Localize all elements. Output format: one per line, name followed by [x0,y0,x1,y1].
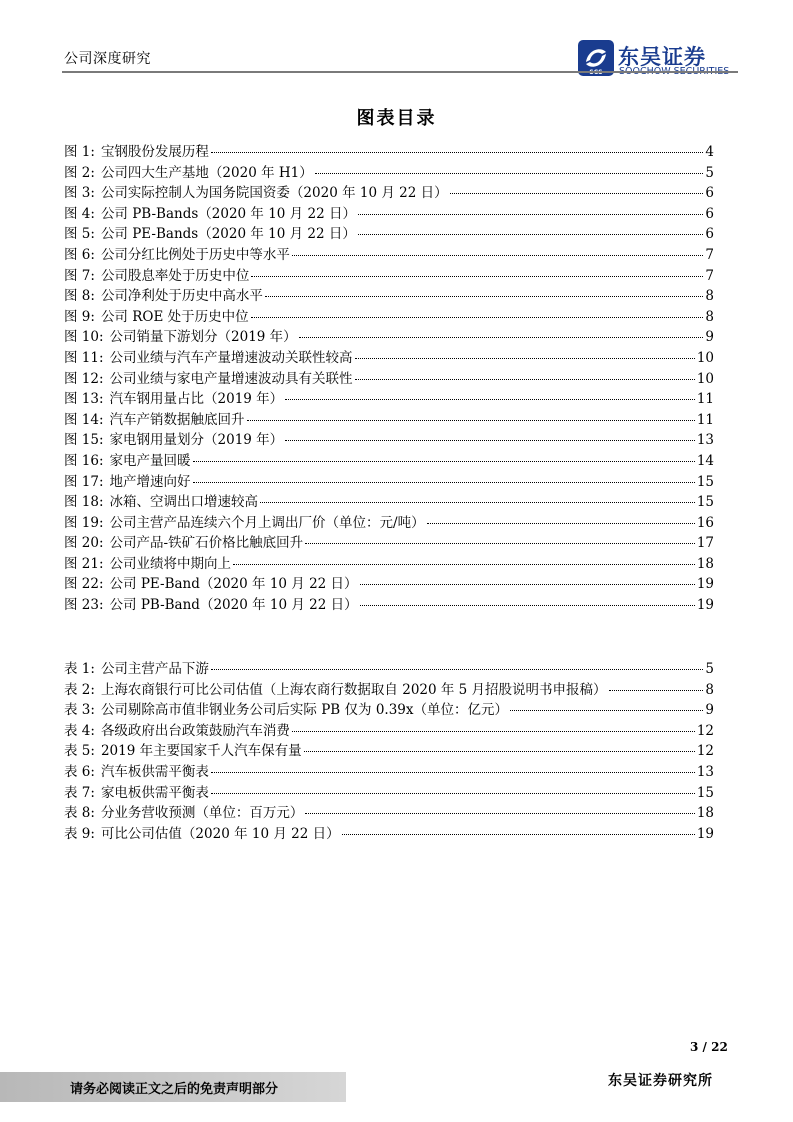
figure-caption: 公司实际控制人为国务院国资委（2020 年 10 月 22 日） [100,185,448,202]
header-section-label: 公司深度研究 [64,51,151,67]
figure-number: 图 7: [64,267,95,284]
figure-entry[interactable] [64,284,714,305]
figure-number: 图 19: [64,514,104,531]
figure-entry[interactable] [64,511,714,532]
dot-leader [450,193,704,194]
table-entry[interactable] [64,698,714,719]
dot-leader [355,379,695,380]
figure-page-number: 13 [696,432,714,449]
figure-page-number: 6 [705,205,714,222]
dot-leader [358,214,703,215]
dot-leader [342,834,695,835]
figure-caption: 宝钢股份发展历程 [100,144,209,160]
figure-entry[interactable] [64,572,714,593]
table-number: 表 2: [64,681,95,698]
figure-page-number: 15 [696,494,714,511]
figure-caption: 公司业绩与家电产量增速波动具有关联性 [109,370,353,387]
table-number: 表 4: [64,722,95,739]
table-page-number: 8 [705,681,714,698]
table-caption: 分业务营收预测（单位：百万元） [100,805,304,822]
figure-entry[interactable] [64,408,714,429]
dot-leader [247,420,695,421]
figure-caption: 公司业绩将中期向上 [109,555,232,572]
dot-leader [251,317,704,318]
figure-entry[interactable] [64,264,714,285]
dot-leader [285,440,695,441]
figure-page-number: 4 [705,144,714,160]
figure-page-number: 10 [696,349,714,366]
figure-number: 图 22: [64,576,104,593]
figure-page-number: 19 [696,597,714,614]
brand-logo [578,40,748,80]
figure-entry[interactable] [64,222,714,243]
dot-leader [292,731,695,732]
dot-leader [358,234,704,235]
figure-number: 图 9: [64,308,95,325]
dot-leader [304,751,695,752]
figure-page-number: 15 [696,473,714,490]
figure-number: 图 2: [64,164,95,181]
figure-number: 图 3: [64,185,95,202]
table-page-number: 12 [696,722,714,739]
table-entry[interactable] [64,678,714,699]
figure-page-number: 6 [705,185,714,202]
figure-number: 图 10: [64,329,104,346]
figure-number: 图 5: [64,226,95,243]
figure-caption: 公司分红比例处于历史中等水平 [100,246,290,263]
table-page-number: 12 [696,743,714,760]
table-caption: 各级政府出台政策鼓励汽车消费 [100,722,290,739]
footer-disclaimer: 请务必阅读正文之后的免责声明部分 [70,1082,279,1097]
table-caption: 汽车板供需平衡表 [100,763,209,780]
figure-entry[interactable] [64,367,714,388]
dot-leader [233,564,695,565]
figure-number: 图 8: [64,288,95,305]
dot-leader [193,461,695,462]
table-number: 表 3: [64,702,95,719]
table-page-number: 19 [696,825,714,842]
table-number: 表 6: [64,763,95,780]
table-page-number: 18 [696,805,714,822]
table-caption: 公司主营产品下游 [100,661,209,677]
figure-caption: 家电钢用量划分（2019 年） [109,432,284,449]
figure-page-number: 6 [705,226,714,243]
figure-entry[interactable] [64,531,714,552]
figure-page-number: 10 [696,370,714,387]
figure-caption: 公司 PB-Bands（2020 年 10 月 22 日） [100,205,356,222]
figure-caption: 公司 ROE 处于历史中位 [100,308,249,325]
figure-page-number: 7 [705,267,714,284]
dot-leader [285,399,695,400]
figure-caption: 公司主营产品连续六个月上调出厂价（单位：元/吨） [109,514,425,531]
dot-leader [193,482,695,483]
table-caption: 2019 年主要国家千人汽车保有量 [100,743,302,760]
table-number: 表 9: [64,825,95,842]
dot-leader [211,793,695,794]
table-caption: 家电板供需平衡表 [100,784,209,801]
figure-entry[interactable] [64,387,714,408]
figure-number: 图 23: [64,597,104,614]
figure-caption: 公司四大生产基地（2020 年 H1） [100,164,313,181]
dot-leader [211,152,703,153]
figure-list [64,140,714,614]
dot-leader [265,296,703,297]
table-page-number: 9 [705,702,714,719]
figure-entry[interactable] [64,305,714,326]
figure-number: 图 21: [64,555,104,572]
dot-leader [360,605,695,606]
figure-page-number: 16 [696,514,714,531]
table-entry[interactable] [64,760,714,781]
table-page-number: 5 [705,661,714,677]
page-number: 3 / 22 [690,1040,728,1054]
table-page-number: 15 [696,784,714,801]
table-caption: 上海农商银行可比公司估值（上海农商行数据取自 2020 年 5 月招股说明书申报稿） [100,681,607,698]
dot-leader [305,813,694,814]
dot-leader [211,669,703,670]
figure-entry[interactable] [64,181,714,202]
figure-entry[interactable] [64,243,714,264]
figure-entry[interactable] [64,140,714,161]
figure-entry[interactable] [64,470,714,491]
figure-entry[interactable] [64,449,714,470]
figure-entry[interactable] [64,202,714,223]
figure-page-number: 14 [696,452,714,469]
dot-leader [251,276,703,277]
figure-caption: 汽车产销数据触底回升 [109,411,245,428]
footer-organization: 东吴证券研究所 [608,1073,713,1089]
figure-caption: 公司 PB-Band（2020 年 10 月 22 日） [109,597,358,614]
dot-leader [305,543,695,544]
figure-number: 图 6: [64,246,95,263]
figure-page-number: 17 [696,535,714,552]
page-title: 图表目录 [356,108,437,129]
dot-leader [510,710,703,711]
dot-leader [427,523,695,524]
dot-leader [299,337,704,338]
figure-caption: 公司业绩与汽车产量增速波动关联性较高 [109,349,353,366]
dot-leader [211,772,695,773]
figure-page-number: 18 [696,555,714,572]
figure-number: 图 18: [64,494,104,511]
figure-caption: 汽车钢用量占比（2019 年） [109,391,284,408]
figure-page-number: 11 [696,391,714,408]
figure-page-number: 19 [696,576,714,593]
figure-caption: 地产增速向好 [109,473,191,490]
footer-bar [0,1072,346,1102]
table-entry[interactable] [64,822,714,843]
header-divider [62,71,738,73]
table-entry[interactable] [64,719,714,740]
table-number: 表 1: [64,661,95,677]
figure-caption: 冰箱、空调出口增速较高 [109,494,259,511]
dot-leader [355,358,695,359]
figure-caption: 公司股息率处于历史中位 [100,267,250,284]
figure-number: 图 11: [64,349,104,366]
dot-leader [292,255,703,256]
figure-number: 图 4: [64,205,95,222]
figure-caption: 公司 PE-Bands（2020 年 10 月 22 日） [100,226,356,243]
table-page-number: 13 [696,763,714,780]
figure-entry[interactable] [64,552,714,573]
brand-name-cn: 东吴证券 [618,45,706,69]
figure-page-number: 8 [705,288,714,305]
figure-entry[interactable] [64,346,714,367]
figure-caption: 公司 PE-Band（2020 年 10 月 22 日） [109,576,358,593]
figure-caption: 公司净利处于历史中高水平 [100,288,263,305]
figure-page-number: 9 [705,329,714,346]
table-entry[interactable] [64,781,714,802]
figure-page-number: 8 [705,308,714,325]
figure-page-number: 5 [705,164,714,181]
table-caption: 可比公司估值（2020 年 10 月 22 日） [100,825,340,842]
dot-leader [260,502,695,503]
figure-number: 图 12: [64,370,104,387]
figure-entry[interactable] [64,325,714,346]
table-number: 表 7: [64,784,95,801]
dot-leader [360,584,695,585]
figure-entry[interactable] [64,490,714,511]
table-number: 表 8: [64,805,95,822]
table-list [64,657,714,842]
figure-number: 图 1: [64,144,95,160]
table-entry[interactable] [64,801,714,822]
figure-number: 图 16: [64,452,104,469]
table-number: 表 5: [64,743,95,760]
figure-caption: 家电产量回暖 [109,452,191,469]
dot-leader [315,173,704,174]
figure-entry[interactable] [64,593,714,614]
figure-page-number: 11 [696,411,714,428]
figure-entry[interactable] [64,428,714,449]
figure-number: 图 17: [64,473,104,490]
figure-number: 图 13: [64,391,104,408]
figure-caption: 公司产品-铁矿石价格比触底回升 [109,535,304,552]
dot-leader [609,690,704,691]
figure-caption: 公司销量下游划分（2019 年） [109,329,297,346]
figure-number: 图 15: [64,432,104,449]
table-entry[interactable] [64,657,714,678]
table-entry[interactable] [64,739,714,760]
figure-entry[interactable] [64,161,714,182]
figure-number: 图 20: [64,535,104,552]
table-caption: 公司剔除高市值非钢业务公司后实际 PB 仅为 0.39x（单位：亿元） [100,702,508,719]
figure-number: 图 14: [64,411,104,428]
figure-page-number: 7 [705,246,714,263]
